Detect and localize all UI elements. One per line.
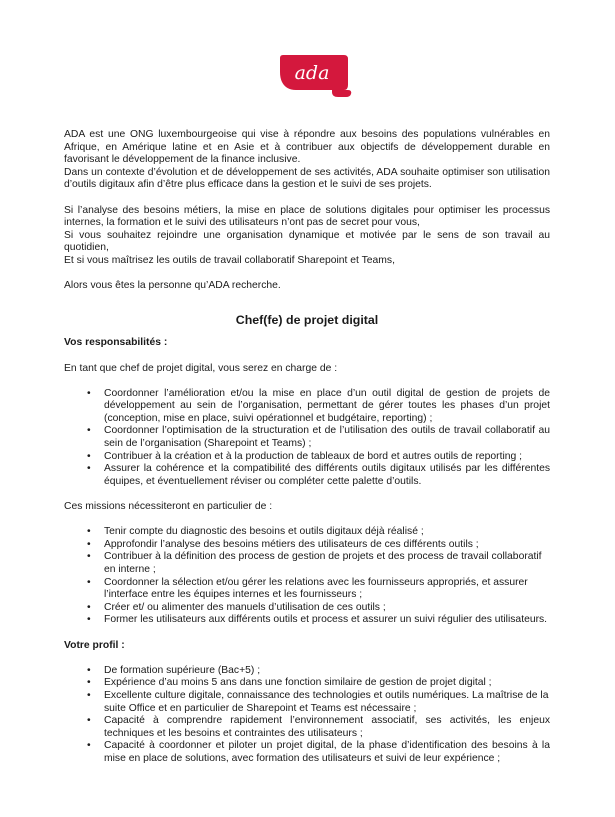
bullet-icon: •	[87, 526, 91, 538]
intro-paragraph-3: Si l’analyse des besoins métiers, la mise en place de solutions digitales pour optimiser les processus internes, la formation et le suivi des utilisateurs n’ont pas de secret pour vous,	[64, 204, 550, 229]
document-body	[64, 129, 550, 766]
intro-paragraph-6: Alors vous êtes la personne qu’ADA recherche.	[64, 280, 281, 292]
bullet-icon: •	[87, 576, 91, 588]
list-item	[64, 425, 550, 450]
intro-paragraph-1: ADA est une ONG luxembourgeoise qui vise à répondre aux besoins des populations vulnérables en Afrique, en Amérique latine et en Asie et à contribuer aux objectifs de développement durable en favorisant le développement de la finance inclusive.	[64, 129, 550, 166]
bullet-icon: •	[87, 425, 91, 437]
profile-list	[64, 665, 550, 766]
bullet-icon: •	[87, 601, 91, 613]
list-item	[64, 665, 550, 678]
bullet-icon: •	[87, 614, 91, 626]
list-item-text: Former les utilisateurs aux différents outils et process et assurer un suivi régulier des utilisateurs.	[104, 614, 548, 626]
list-item-text: De formation supérieure (Bac+5) ;	[104, 664, 261, 676]
list-item	[64, 388, 550, 426]
bullet-icon: •	[87, 677, 91, 689]
list-item	[64, 577, 550, 602]
bullet-icon: •	[87, 463, 91, 475]
list-item-text: Excellente culture digitale, connaissance des technologies et outils numériques. La maîtrise de la suite Office et en particulier de Sharepoint et Teams est nécessaire ;	[104, 689, 549, 714]
list-item-text: Coordonner la sélection et/ou gérer les relations avec les fournisseurs appropriés, et assurer l’interface entre les équipes internes et les fournisseurs ;	[104, 576, 528, 601]
list-item	[64, 551, 550, 576]
bullet-icon: •	[87, 689, 91, 701]
logo-text: ada	[294, 62, 330, 84]
list-item-text: Expérience d’au moins 5 ans dans une fonction similaire de gestion de projet digital ;	[104, 677, 492, 689]
bullet-icon: •	[87, 715, 91, 727]
list-item	[64, 526, 550, 539]
list-item-text: Assurer la cohérence et la compatibilité des différents outils digitaux utilisés par les différentes équipes, et éventuellement réviser ou compléter cette palette d’outils.	[104, 463, 550, 487]
list-item-text: Tenir compte du diagnostic des besoins et outils digitaux déjà réalisé ;	[104, 526, 424, 538]
list-item	[64, 463, 550, 488]
list-item-text: Capacité à comprendre rapidement l’environnement associatif, ses activités, les enjeux techniques et les besoins et contraintes des utilisateurs ;	[104, 715, 550, 739]
job-title: Chef(fe) de projet digital	[235, 313, 379, 328]
list-item	[64, 740, 550, 765]
list-item	[64, 715, 550, 740]
bullet-icon: •	[87, 538, 91, 550]
list-item-text: Approfondir l’analyse des besoins métiers des utilisateurs de ces différents outils ;	[104, 538, 479, 550]
bullet-icon: •	[87, 551, 91, 563]
intro-paragraph-4: Si vous souhaitez rejoindre une organisation dynamique et motivée par le sens de son travail au quotidien,	[64, 229, 550, 254]
list-item	[64, 614, 550, 627]
list-item	[64, 451, 550, 464]
bullet-icon: •	[87, 740, 91, 752]
intro-paragraph-2: Dans un contexte d’évolution et de développement de ses activités, ADA souhaite optimiser son utilisation d’outils digitaux afin d’être plus efficace dans la gestion et le suivi de ses projets.	[64, 166, 550, 191]
list-item	[64, 677, 550, 690]
responsibilities-heading: Vos responsabilités :	[64, 337, 168, 349]
list-item-text: Contribuer à la création et à la production de tableaux de bord et autres outils de reporting ;	[104, 450, 523, 462]
responsibilities-list	[64, 388, 550, 489]
bullet-icon: •	[87, 387, 91, 399]
list-item-text: Capacité à coordonner et piloter un projet digital, de la phase d’identification des besoins à la mise en place de solutions, avec formation des utilisateurs et suivi de leur expérience ;	[104, 740, 550, 764]
bullet-icon: •	[87, 450, 91, 462]
list-item-text: Créer et/ ou alimenter des manuels d’utilisation de ces outils ;	[104, 601, 386, 613]
list-item	[64, 539, 550, 552]
list-item	[64, 690, 550, 715]
list-item-text: Coordonner l’optimisation de la structuration et de l’utilisation des outils de travail collaboratif au sein de l’organisation (Sharepoint et Teams) ;	[104, 425, 550, 450]
list-item	[64, 602, 550, 615]
list-item-text: Coordonner l’amélioration et/ou la mise en place d’un outil digital de gestion de projets de développement au sein de l’organisation, permettant de gérer toutes les phases d’un projet (conception, mise en place, suivi opérationnel et budgétaire, reporting) ;	[104, 387, 550, 424]
intro-paragraph-5: Et si vous maîtrisez les outils de travail collaboratif Sharepoint et Teams,	[64, 254, 395, 266]
profile-heading: Votre profil :	[64, 639, 125, 651]
missions-lead: Ces missions nécessiteront en particulier de :	[64, 501, 273, 513]
missions-list	[64, 526, 550, 627]
ada-logo	[272, 52, 352, 98]
list-item-text: Contribuer à la définition des process de gestion de projets et des process de travail collaboratif en interne ;	[104, 551, 542, 575]
bullet-icon: •	[87, 664, 91, 676]
responsibilities-lead: En tant que chef de projet digital, vous serez en charge de :	[64, 362, 338, 374]
